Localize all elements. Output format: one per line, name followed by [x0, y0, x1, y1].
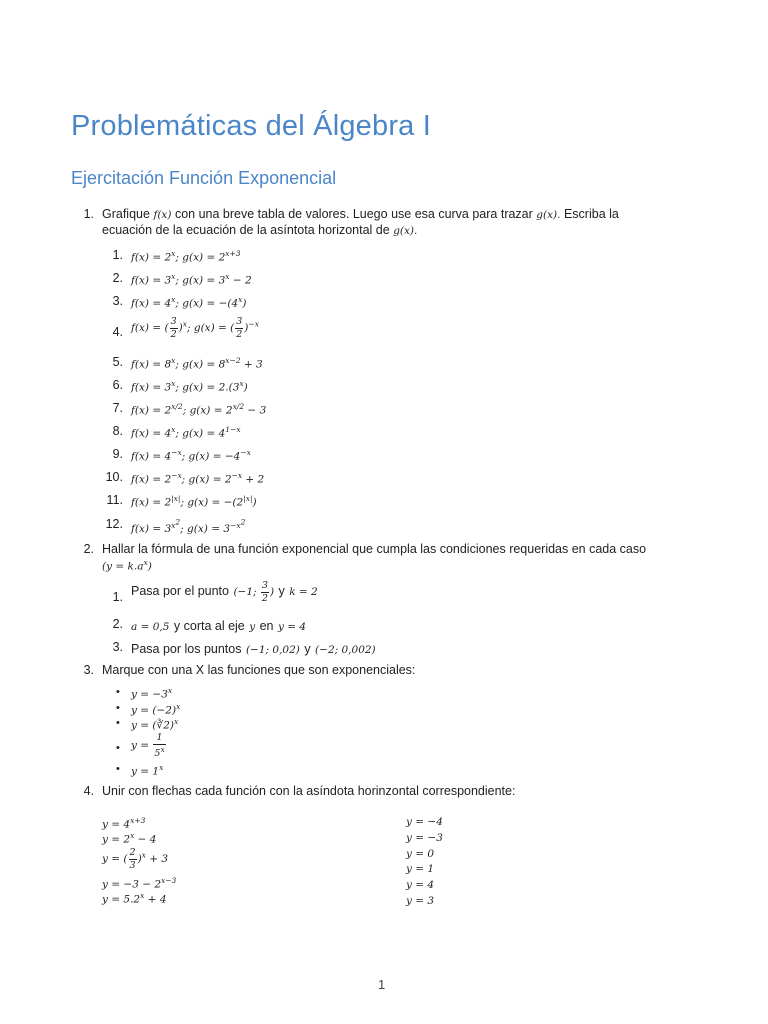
list-item-number: 1.: [112, 590, 123, 604]
bullet-item: $y = 1^x$: [131, 763, 164, 778]
asymptote-item: y = −3: [406, 832, 443, 844]
function-item: $y = 5.2^x + 4$: [102, 891, 167, 906]
bullet: •: [116, 763, 120, 775]
list-item-number: 12.: [105, 517, 123, 531]
list-item: $f(x) = 2^x$; $g(x) = 2^{x+3}$: [131, 249, 241, 264]
bullet: •: [116, 742, 120, 754]
document-title: Problemáticas del Álgebra I: [71, 110, 432, 142]
list-item: Pasa por los puntos (−1; 0,02) y (−2; 0,002): [131, 642, 376, 656]
list-item-number: 5.: [112, 355, 123, 369]
list-item: $f(x) = 3^x$; $g(x) = 2.(3^x)$: [131, 379, 248, 394]
list-item: $f(x) = 4^x$; $g(x) = -(4^x)$: [131, 295, 247, 310]
function-item: $y = -3 - 2^{x-3}$: [102, 876, 177, 891]
list-item-number: 11.: [106, 493, 123, 507]
exercise-2-statement-line1: Hallar la fórmula de una función exponencial que cumpla las condiciones requeridas en cada caso: [102, 542, 647, 556]
list-item-number: 3.: [112, 640, 123, 654]
list-item-number: 2.: [112, 617, 123, 631]
bullet: •: [116, 717, 120, 729]
list-item: $f(x) = 3^x$; $g(x) = 3^x - 2$: [131, 272, 252, 287]
list-item-number: 2.: [112, 271, 123, 285]
list-item: a = 0,5 y corta al eje y en y = 4: [131, 619, 307, 633]
list-item-number: 6.: [112, 378, 123, 392]
list-item-number: 10.: [105, 470, 123, 484]
function-item: $y = 2^x - 4$: [102, 831, 157, 846]
function-item: y = ( $\frac{2}{3}$ )$^x$ + 3: [102, 847, 169, 871]
bullet-item: $y = (-2)^x$: [131, 702, 181, 717]
exercise-3-statement: Marque con una X las funciones que son exponenciales:: [102, 663, 416, 677]
bullet-item: y = (∛2)$^x$: [131, 717, 179, 732]
list-item: Pasa por el punto (−1; $\frac{3}{2}$ ) y k = 2: [131, 580, 318, 604]
list-item: $f(x) = 2^{-x}$; $g(x) = 2^{-x} + 2$: [131, 471, 265, 486]
exercise-number: 2.: [83, 542, 94, 556]
bullet: •: [116, 702, 120, 714]
list-item: $f(x) = 3^{x^2}$; $g(x) = 3^{-x^2}$: [131, 517, 246, 535]
asymptote-item: y = 1: [406, 863, 435, 875]
list-item-number: 7.: [112, 401, 123, 415]
list-item: $f(x) = 2^{|x|}$; $g(x) = -(2^{|x|})$: [131, 494, 257, 509]
section-title: Ejercitación Función Exponencial: [71, 168, 337, 188]
bullet-item: $y = -3^x$: [131, 686, 173, 701]
list-item-number: 8.: [112, 424, 123, 438]
list-item: $f(x) = 4^x$; $g(x) = 4^{1-x}$: [131, 425, 241, 440]
exercise-1-statement-line1: Grafique f(x) con una breve tabla de valores. Luego use esa curva para trazar g(x). Escriba la: [102, 207, 619, 221]
list-item: $f(x) = 4^{-x}$; $g(x) = -4^{-x}$: [131, 448, 251, 463]
exercise-number: 3.: [83, 663, 94, 677]
asymptote-item: y = 4: [406, 879, 435, 891]
exercise-number: 1.: [83, 207, 94, 221]
list-item-number: 9.: [112, 447, 123, 461]
function-item: $y = 4^{x+3}$: [102, 816, 146, 831]
list-item: f(x) = ( $\frac{3}{2}$ )$^x$; g(x) = ( $\frac{3}{2}$ )$^{-x}$: [131, 316, 259, 340]
list-item-number: 4.: [112, 325, 123, 339]
exercise-2-statement-line2: $(y = k.a^x)$: [102, 558, 152, 573]
bullet: •: [116, 686, 120, 698]
bullet-item: y = $\frac{1}{5^x}$: [131, 732, 165, 759]
page-number: 1: [378, 977, 386, 992]
list-item: $f(x) = 2^{x/2}$; $g(x) = 2^{x/2} - 3$: [131, 402, 267, 417]
exercise-number: 4.: [83, 784, 94, 798]
asymptote-item: y = 0: [406, 848, 435, 860]
list-item-number: 1.: [112, 248, 123, 262]
list-item: $f(x) = 8^x$; $g(x) = 8^{x-2} + 3$: [131, 356, 263, 371]
exercise-1-statement-line2: ecuación de la ecuación de la asíntota horizontal de g(x).: [102, 223, 418, 237]
exercise-4-statement: Unir con flechas cada función con la asíndota horinzontal correspondiente:: [102, 784, 516, 798]
asymptote-item: y = 3: [406, 895, 435, 907]
list-item-number: 3.: [112, 294, 123, 308]
asymptote-item: y = −4: [406, 816, 443, 828]
